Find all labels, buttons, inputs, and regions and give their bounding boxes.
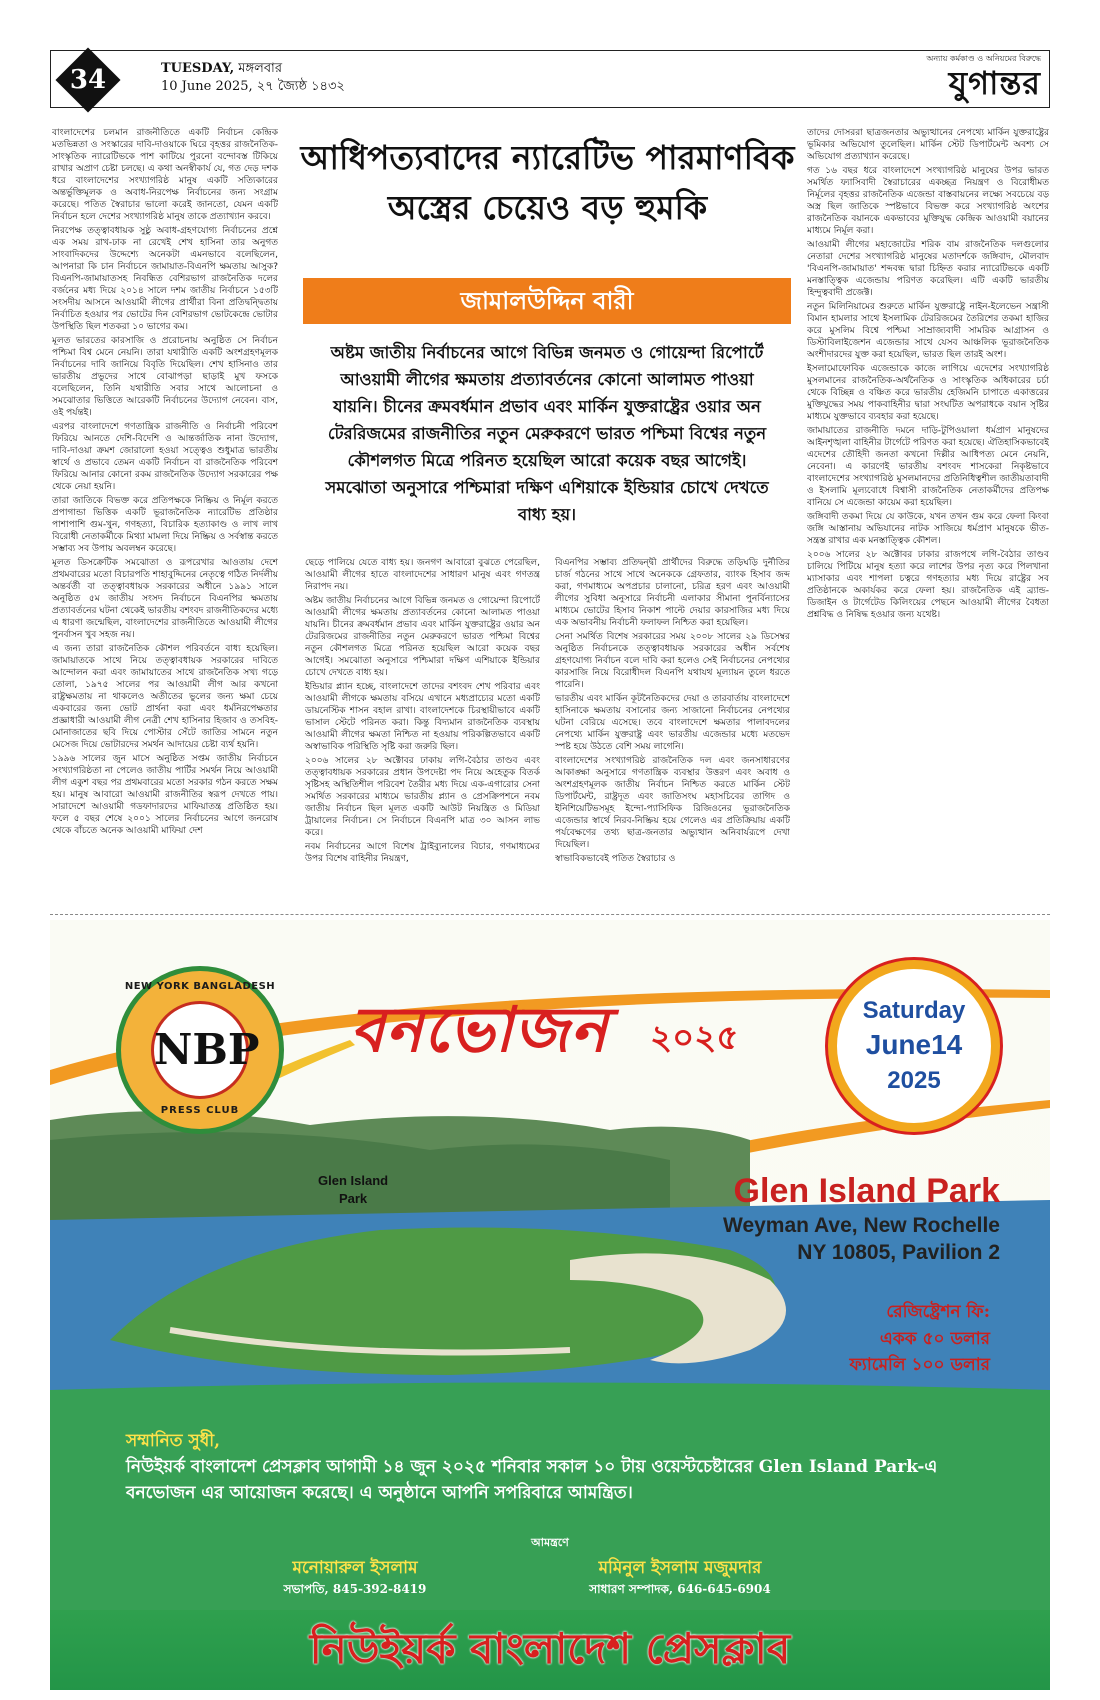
article-paragraph: মূলত ভারতের কারসাজি ও প্ররোচনায় অনুষ্ঠিত সে নির্বাচন পশ্চিমা বিশ্ব মেনে নেয়নি। তারা যথারীতি একটি অংশগ্রহণমূলক নির্বাচনের দাবি জানিয়ে বিবৃতি দিয়েছিল। শেখ হাসিনাও তার ভারতীয় প্রভুদের সাথে বোঝাপড়া ছাড়াই মুখ ফসকে বলেছিলেন, তিনি যথারীতি সবার সাথে আলোচনা ও সমঝোতার ভিত্তিতে আরেকটি নির্বাচনের উদ্যোগ নেবেন। বাস, ওই পর্যন্তই। — [52, 336, 278, 418]
article-paragraph: নিরপেক্ষ তত্ত্বাবধায়ক সুষ্ঠু অবাধ-গ্রহণযোগ্য নির্বাচনের প্রশ্নে এক সময় রাখ-ঢাক না রেখেই শেখ হাসিনা তার অনুগত সাংবাদিকদের উদ্দেশ্যে অনেকটা এমনভাবে বলেছিলেন, আপনারা কি চান নির্বাচনে জামায়াত-বিএনপি ক্ষমতায় আসুক? বিএনপি-জামায়াতসহ নিবন্ধিত বেশিরভাগ রাজনৈতিক দলের বর্জনের মধ্য দিয়ে ২০১৪ সালে দশম জাতীয় নির্বাচনে ১৫৩টি সংসদীয় আসনে আওয়ামী লীগের প্রার্থীরা বিনা প্রতিদ্বন্দ্বিতায় নির্বাচিত হওয়ার পর ভোটের দিন বেশিরভাগ ভোটকেন্দ্রে ভোটার উপস্থিতি ছিল শতকরা ১০ ভাগের কম। — [52, 226, 278, 332]
venue-address-2: NY 10805, Pavilion 2 — [797, 1241, 1000, 1264]
article-paragraph: বাংলাদেশের চলমান রাজনীতিতে একটি নির্বাচন কেন্দ্রিক মতভিন্নতা ও সংস্কারের দাবি-দাওয়াকে ঘিরে বৃহত্তর রাজনৈতিক-সাংস্কৃতিক ন্যারেটিভকে পাশ কাটিয়ে পুরনো বন্দোবস্ত টিকিয়ে রাখার অপ্রাণ চেষ্টা চলছে। এ কথা অনস্বীকার্য যে, গত দেড় দশক ধরে বাংলাদেশের সংখ্যাগরিষ্ঠ মানুষ একটি সত্যিকারের অন্তর্ভুক্তিমূলক ও অবাধ-নিরপেক্ষ নির্বাচনের জন্য সংগ্রাম করেছে। পতিত স্বৈরাচার ভালো করেই জানতো, যেমন একটি নির্বাচন হলে দেশের সংখ্যাগরিষ্ঠ মানুষ তাকে প্রত্যাখ্যান করবে। — [52, 128, 278, 222]
venue-address-1: Weyman Ave, New Rochelle — [723, 1214, 1000, 1237]
date-line: 10 June 2025, ২৭ জ্যৈষ্ঠ ১৪৩২ — [161, 79, 345, 94]
article-paragraph: জঙ্গিবাদী তকমা দিয়ে যে কাউকে, যখন তখন গুম করে ফেলা কিংবা জঙ্গি আস্তানায় অভিযানের নাটক সাজিয়ে ধর্মপ্রাণ মানুষকে ভীত-সন্ত্রস্ত রাখার এক মনস্তাত্ত্বিক কৌশল। — [807, 512, 1049, 546]
headline-line-2: অস্ত্রের চেয়েও বড় হুমকি — [387, 188, 708, 227]
press-club-logo — [116, 966, 284, 1134]
signatory-secretary — [530, 1556, 830, 1598]
article-column-1 — [52, 127, 278, 910]
article-paragraph: স্বাভাবিকভাবেই পতিত স্বৈরাচার ও — [555, 854, 676, 864]
invitation-text — [126, 1428, 996, 1506]
article-paragraph: ইন্ডিয়ার প্ল্যান হচ্ছে, বাংলাদেশে তাদের বশংবদ শেখ পরিবার এবং আওয়ামী লীগকে ক্ষমতায় বসিয়ে এখানে মধ্যপ্রাচ্যের মতো একটি ডায়নেস্টিক শাসন বহাল রাখা। বাংলাদেশকে চিরস্থায়ীভাবে একটি ভাসাল স্টেটে পরিনত করা। কিন্তু বিদ্যমান রাজনৈতিক ব্যবস্থায় আওয়ামী লীগের ক্ষমতা নিশ্চিত না হওয়ায় পরিকল্পিতভাবে একটি অস্বাভাবিক পরিস্থিতি সৃষ্টি করা জরুরি ছিল। — [305, 682, 540, 752]
event-date-year: 2025 — [887, 1067, 941, 1094]
club-logo-sub: PRESS CLUB — [160, 1105, 240, 1116]
event-date-monthday: June14 — [865, 1029, 963, 1060]
signatory-2-name: মমিনুল ইসলাম মজুমদার — [598, 1558, 762, 1578]
signatory-1-name: মনোয়ারুল ইসলাম — [292, 1558, 418, 1578]
headline-line-1: আধিপত্যবাদের ন্যারেটিভ পারমাণবিক — [300, 138, 795, 177]
event-year: ২০২৫ — [650, 1018, 739, 1058]
venue-block — [680, 1170, 1000, 1266]
article-paragraph: বাংলাদেশের সংখ্যাগরিষ্ঠ রাজনৈতিক দল এবং জনসাধারণের আকাঙ্ক্ষা অনুসারে গণতান্ত্রিক ব্যবস্থার উত্তরণ এবং অবাধ ও অংশগ্রহণমূলক জাতীয় নির্বাচন নিশ্চিত করতে মার্কিন স্টেট ডিপার্টমেন্ট, রাষ্ট্রদূত এবং জাতিসংঘ মহাসচিবের তাগিদ ও ইনিশিয়েটিভসমূহ ইন্দো-প্যাসিফিক রিজিওনের ভূরাজনৈতিক এজেন্ডার স্বার্থে নিরব-নিষ্ক্রিয় হয়ে গেলেও এর প্রতিক্রিয়ায় একটি পর্যবেক্ষণের তথ্য ছাত্র-জনতার অভ্যুত্থান অনিবার্যরূপে দেখা দিয়েছিল। — [555, 756, 790, 850]
fee-title: রেজিষ্ট্রেশন ফি: — [886, 1302, 990, 1322]
article-paragraph: আওয়ামী লীগের মহাজোটের শরিক বাম রাজনৈতিক দলগুলোর নেতারা দেশের সংখ্যাগরিষ্ঠ মানুষের মতাদর্শকে জঙ্গিবাদ, মৌলবাদ 'বিএনপি-জামায়াত' শব্দবন্ধ দ্বারা চিহ্নিত করার ন্যারেটিভকে একটি মনস্তাত্ত্বিক এজেন্ডায় পরিণত করেছিল। এটি একটি ভারতীয় হিন্দুত্ববাদী প্রজেক্ট। — [807, 240, 1049, 298]
picnic-advertisement — [50, 920, 1050, 1690]
article-paragraph: ইসলামোফোবিক এজেন্ডাকে কাজে লাগিয়ে এদেশের সংখ্যাগরিষ্ঠ মুসলমানের রাজনৈতিক-অর্থনৈতিক ও সাংস্কৃতিক অধিকারের চর্চা থেকে বিচ্ছিন্ন ও বঞ্চিত করে ভারতীয় হেজিমনি চাপাতে একাত্তরের মুক্তিযুদ্ধের সময় পাকবাহিনীর দ্বারা সংঘটিত অপরাধকে বয়ান সৃষ্টির মাধ্যমে যুক্তভাবে ব্যবহার করা হয়েছে। — [807, 364, 1049, 422]
article-paragraph: মূলত ডিসক্রেটিক সমঝোতা ও রূপরেখার আওতায় দেশে প্রথমবারের মতো বিচারপতি শাহাবুদ্দিনের নেতৃত্বে গঠিত নির্দলীয় অন্তর্বর্তী বা তত্ত্বাবধায়ক সরকারের অধীনে ১৯৯১ সালে অনুষ্ঠিত ৫ম জাতীয় সংসদ নির্বাচনে বিএনপির ক্ষমতায় প্রত্যাবর্তনের ঘটনা থেকেই ভারতীয় বশংবদ রাজনীতিকদের মধ্যে এ ধারণা জন্মেছিল, বাংলাদেশের রাজনীতিতে আওয়ামী লীগের পুনর্বাসন খুব সহজ নয়। — [52, 558, 278, 640]
article-paragraph: ছেড়ে পালিয়ে যেতে বাধ্য হয়। জনগণ আবারো বুঝতে পেরেছিল, আওয়ামী লীগের হাতে বাংলাদেশের সাধারণ মানুষ এবং গণতন্ত্র নিরাপদ নয়। — [305, 558, 540, 592]
island-label-line1: Glen Island — [318, 1173, 389, 1188]
article-paragraph: সেনা সমর্থিত বিশেষ সরকারের সময় ২০০৮ সালের ২৯ ডিসেম্বর অনুষ্ঠিত নির্বাচনকে তত্ত্বাবধায়ক সরকারের অধীন সর্বশেষ গ্রহণযোগ্য নির্বাচন বলে দাবি করা হলেও সেই নির্বাচনের নেপথ্যের কারসাজি নিয়ে বিরোধীদল বিএনপি যথাযথ মূল্যায়ন তুলে ধরতে পারেনি। — [555, 632, 790, 690]
registration-fees — [730, 1298, 990, 1378]
article-paragraph: অষ্টম জাতীয় নির্বাচনের আগে বিভিন্ন জনমত ও গোয়েন্দা রিপোর্টে আওয়ামী লীগের ক্ষমতায় প্রত্যাবর্তনের কোনো আলামত পাওয়া যায়নি। চীনের ক্রমবর্ধমান প্রভাব এবং মার্কিন যুক্তরাষ্ট্রের ওয়ার অন টেররিজমের রাজনীতির নতুন মেরুকরণে ভারত পশ্চিমা বিশ্বের নতুন কৌশলগত মিত্রে পরিনত হয়েছিল আরো কয়েক বছর আগেই। সমঝোতা অনুসারে পশ্চিমারা দক্ষিণ এশিয়াকে ইন্ডিয়ার চোখে দেখতে বাধ্য হয়। — [305, 596, 540, 678]
article-paragraph: ১৯৯৬ সালের জুন মাসে অনুষ্ঠিত সপ্তম জাতীয় নির্বাচনে সংখ্যাগরিষ্ঠতা না পেলেও জাতীয় পার্টির সমর্থন নিয়ে আওয়ামী লীগ একুশ বছর পর প্রথমবারের মতো সরকার গঠন করতে সক্ষম হয়। মানুষ আবারো আওয়ামী রাজনীতির স্বরূপ দেখতে পায়। সারাদেশে আওয়ামী গডফাদারদের মাফিয়াতন্ত্র প্রতিষ্ঠিত হয়। ফলে ৫ বছর শেষে ২০০১ সালের নির্বাচনের আগে জনরোষ থেকে বাঁচতে অনেক আওয়ামী মাফিয়া দেশ — [52, 754, 278, 836]
invitation-body: নিউইয়র্ক বাংলাদেশ প্রেসক্লাব আগামী ১৪ জুন ২০২৫ শনিবার সকাল ১০ টায় ওয়েস্টচেষ্টারের Glen Island Park-এ বনভোজন এর আয়োজন করেছে। এ অনুষ্ঠানে আপনি সপরিবারে আমন্ত্রিত। — [126, 1457, 938, 1503]
article-column-4 — [807, 127, 1049, 910]
dateline — [161, 60, 345, 96]
event-date-weekday: Saturday — [862, 997, 966, 1024]
article-paragraph: ভারতীয় এবং মার্কিন কূটনৈতিকদের দেয়া ও তারবার্তায় বাংলাদেশে হাসিনাকে ক্ষমতায় বসানোর জন্য সাজানো নির্বাচনের নেপথ্যের ঘটনা বেরিয়ে এসেছে। তবে বাংলাদেশে ক্ষমতার পালাবদলের নেপথ্যে মার্কিন যুক্তরাষ্ট্র এবং ভারতীয় এজেন্ডার মধ্যে মতভেদ স্পষ্ট হয়ে উঠতে বেশি সময় লাগেনি। — [555, 694, 790, 752]
section-divider — [50, 914, 1050, 915]
invitation-greeting: সম্মানিত সুধী, — [126, 1431, 221, 1451]
fee-single: একক ৫০ ডলার — [879, 1329, 990, 1349]
event-date-badge — [828, 960, 1000, 1132]
article-intro-pullquote: অষ্টম জাতীয় নির্বাচনের আগে বিভিন্ন জনমত ও গোয়েন্দা রিপোর্টে আওয়ামী লীগের ক্ষমতায় প্রত্যাবর্তনের কোনো আলামত পাওয়া যায়নি। চীনের ক্রমবর্ধমান প্রভাব এবং মার্কিন যুক্তরাষ্ট্রের ওয়ার অন টেররিজমের রাজনীতির নতুন মেরুকরণে ভারত পশ্চিমা বিশ্বের নতুন কৌশলগত মিত্রে পরিনত হয়েছিল আরো কয়েক বছর আগেই। সমঝোতা অনুসারে পশ্চিমারা দক্ষিণ এশিয়াকে ইন্ডিয়ার চোখে দেখতে বাধ্য হয়। — [303, 333, 791, 553]
article-paragraph: বিএনপির সম্ভাব্য প্রতিদ্বন্দ্বী প্রার্থীদের বিরুদ্ধে তড়িঘড়ি দুর্নীতির চার্জ গঠনের সাথে সাথে অনেককে গ্রেফতার, ব্যাংক হিসাব জব্দ করা, গণমাধ্যমে অপপ্রচার চালানো, চরিত্র হরণ এবং আওয়ামী লীগের সুবিধা অনুসারে নির্বাচনী এলাকার সীমানা পুনর্বিন্যাসের মাধ্যমে ভোটের হিসাব নিকাশ পাল্টে দেয়ার কারসাজির মধ্য দিয়ে এক অভাবনীয় নির্বাচনী ফলাফল নিশ্চিত করা হয়েছিল। — [555, 558, 790, 628]
article-paragraph: গত ১৬ বছর ধরে বাংলাদেশে সংখ্যাগরিষ্ঠ মানুষের উপর ভারত সমর্থিত ফ্যাসিবাদী স্বৈরাচারের একচ্ছত্র নিয়ন্ত্রণ ও বিরোধীমত নির্মূলের বৃহত্তর রাজনৈতিক এজেন্ডা বাস্তবায়নের লক্ষ্যে সবচেয়ে বড় অস্ত্র ছিল জাতিকে স্পষ্টভাবে বিভক্ত করে সংখ্যাগরিষ্ঠ অংশের রাজনৈতিক বয়ানকে একভাবের মুক্তিযুদ্ধ কেন্দ্রিক আওয়ামী বয়ানের মাধ্যমে নির্মূল করা। — [807, 166, 1049, 236]
signatory-president — [235, 1556, 475, 1598]
signatory-2-role: সাধারণ সম্পাদক, 646-645-6904 — [589, 1582, 771, 1596]
logo-tagline: অন্যায় কর্মকাণ্ড ও অনিয়মের বিরুদ্ধে — [926, 54, 1041, 63]
article-paragraph: এরপর বাংলাদেশে গণতান্ত্রিক রাজনীতি ও নির্বাচনী পরিবেশ ফিরিয়ে আনতে দেশি-বিদেশি ও আন্তর্জাতিক নানা উদ্যোগ, দাবি-দাওয়া ক্রমশ জোরালো হওয়া সত্ত্বেও শুধুমাত্র ভারতীয় স্বার্থে ও প্রভাবে তেমন একটি নির্বাচন বা রাজনৈতিক পরিবেশ ফিরিয়ে আনার কোনো রকম রাজনৈতিক উদ্যোগ সরকারের পক্ষ থেকে নেয়া হয়নি। — [52, 422, 278, 492]
article-column-3 — [555, 557, 790, 910]
signatory-1-role: সভাপতি, 845-392-8419 — [283, 1582, 427, 1596]
day-en: TUESDAY, — [161, 61, 235, 76]
article-headline — [300, 133, 795, 233]
page-number: 34 — [69, 65, 107, 95]
article-paragraph: নবম নির্বাচনের আগে বিশেষ ট্রাইব্যুনালের বিচার, গণমাধ্যমের উপর বিশেষ বাহিনীর নিয়ন্ত্রণ, — [305, 842, 540, 864]
article-paragraph: ২০০৬ সালের ২৮ অক্টোবর ঢাকার রাজপথে লগি-বৈঠার তাণ্ডব চালিয়ে পিটিয়ে মানুষ হত্যা করে লাশের উপর নৃত্য করে পিলখানা ম্যাসাকার এবং শাপলা চত্বরে গণহত্যার মধ্য দিয়ে রাষ্ট্রের সব প্রতিষ্ঠানকে অকার্যকর করে ফেলা হয়। রাজনৈতিক এই ব্র্যান্ড-ডিজাইন ও টার্গেটেড কিলিংয়ের পেছনে আওয়ামী লীগের বৈধতা প্রশ্নবিদ্ধ ও নিষিদ্ধ হওয়ার জন্য যথেষ্ট। — [807, 550, 1049, 620]
article-paragraph: তাদের দোসররা ছাত্রজনতার অভ্যুত্থানের নেপথ্যে মার্কিন যুক্তরাষ্ট্রের ভূমিকার অভিযোগ তুলেছিল। মার্কিন স্টেট ডিপার্টমেন্ট অবশ্য সে অভিযোগ প্রত্যাখ্যান করেছে। — [807, 128, 1049, 162]
day-bn: মঙ্গলবার — [238, 61, 282, 76]
event-title: বনভোজন — [350, 993, 609, 1066]
logo-wordmark: যুগান্তর — [948, 64, 1041, 102]
island-label-line2: Park — [338, 1191, 368, 1206]
club-logo-inner — [151, 1001, 260, 1099]
invited-by: আমন্ত্রণে — [531, 1536, 569, 1549]
ad-footer-title: নিউইয়র্ক বাংলাদেশ প্রেসক্লাব — [309, 1624, 791, 1673]
masthead — [50, 50, 1050, 108]
ad-footer-band — [50, 1610, 1050, 1690]
fee-family: ফ্যামেলি ১০০ ডলার — [849, 1355, 990, 1375]
island-label — [318, 1172, 388, 1208]
article-paragraph: নতুন মিলিনিয়ামের শুরুতে মার্কিন যুক্তরাষ্ট্রে নাইন-ইলেভেন সন্ত্রাসী বিমান হামলার সাথে ইসলামিক টেররিজমের তৈরিশের তকমা হাজির করে মুসলিম বিশ্বে পশ্চিমা সাম্রাজ্যবাদী সামরিক আগ্রাসন ও ডিস্টাবিলাইজেশন এজেন্ডার সাথে যেসব আঞ্চলিক ভূরাজনৈতিক অংশীদারদের যুক্ত করা হয়েছিল, ভারত ছিল তারই অংশ। — [807, 302, 1049, 360]
article-paragraph: এ জন্য তারা রাজনৈতিক কৌশল পরিবর্তনে বাধ্য হয়েছিল। জামায়াতকে সাথে নিয়ে তত্ত্বাবধায়ক সরকারের দাবিতে আন্দোলন করা এবং জামায়াতের সাথে রাজনৈতিক সখ্য গড়ে তোলা, ১৯৭৫ সালের পর আওয়ামী লীগ আর কখনো রাষ্ট্রক্ষমতায় না থাকলেও অতীতের ভুলের জন্য ক্ষমা চেয়ে একবারের জন্য ভোট প্রার্থনা করা এবং ধর্মনিরপেক্ষতার প্রজ্ঞাধারী আওয়ামী লীগ নেত্রী শেখ হাসিনার হিজাব ও তসবিহ-মোনাজাতের ছবি দিয়ে পোস্টার সেঁটে জাতির সামনে নতুন মেসেজ দিয়ে ভোটারদের সমর্থন আদায়ের চেষ্টা ব্যর্থ হয়নি। — [52, 644, 278, 750]
article-byline: জামালউদ্দিন বারী — [303, 278, 791, 324]
club-monogram: NBP — [154, 1025, 260, 1074]
newspaper-logo — [851, 54, 1041, 104]
article-column-2 — [305, 557, 540, 910]
article-paragraph: ২০০৬ সালের ২৮ অক্টোবর ঢাকায় লগি-বৈঠার তাণ্ডব এবং তত্ত্বাবধায়ক সরকারের প্রধান উপদেষ্টা পদ নিয়ে অহেতুক বিতর্ক সৃষ্টিসহ অস্থিতিশীল পরিবেশ তৈরীর মধ্য দিয়ে এক-এগারোর সেনা সমর্থিত সরকারের মাধ্যমে ভারতীয় প্ল্যান ও প্রেসক্রিপশনে নবম জাতীয় নির্বাচন ছিল মূলত একটি আউট নিয়ন্ত্রিত ও মিডিয়া ট্রায়ালের নির্বাচন। সে নির্বাচনে বিএনপি মাত্র ৩০ আসন লাভ করে। — [305, 756, 540, 838]
article-paragraph: তারা জাতিকে বিভক্ত করে প্রতিপক্ষকে নিষ্ক্রিয় ও নির্মূল করতে প্রপাগান্ডা ভিত্তিক একটি ভূরাজনৈতিক ন্যারেটিভ প্রতিষ্ঠার পাশাপাশি গুম-খুন, গণহত্যা, বিচারিক হত্যাকাণ্ড ও লাখ লাখ বিরোধী নেতাকর্মীকে মিথ্যা মামলা দিয়ে নিষ্ক্রিয় ও সর্বস্বান্ত করতে সম্ভাব্য সব উপায় অবলম্বন করেছে। — [52, 496, 278, 554]
article-paragraph: জামায়াতের রাজনীতি দমনে দাড়ি-টুপিওয়ালা ধর্মপ্রাণ মানুষদের আইনশৃঙ্খলা বাহিনীর টার্গেটে পরিণত করা হয়েছে। ঐতিহাসিকভাবেই এদেশের তৌহিদী জনতা কখনো দিল্লীর আধিপত্য মেনে নেয়নি, নেবেনা। এ কারণেই ভারতীয় বশংবদ শাসকেরা নিকৃষ্টভাবে বাংলাদেশের সংখ্যাগরিষ্ঠ মুসলমানদের প্রতিনিধিত্বশীল জাতীয়তাবাদী ও ইসলামি মূল্যবোধে বিশ্বাসী রাজনৈতিক নেতাকর্মীদের প্রতিপক্ষ বানিয়ে সে এজেন্ডা কায়েম করা হয়েছিল। — [807, 426, 1049, 508]
club-logo-name: NEW YORK BANGLADESH — [124, 981, 276, 992]
venue-name: Glen Island Park — [733, 1172, 1000, 1210]
